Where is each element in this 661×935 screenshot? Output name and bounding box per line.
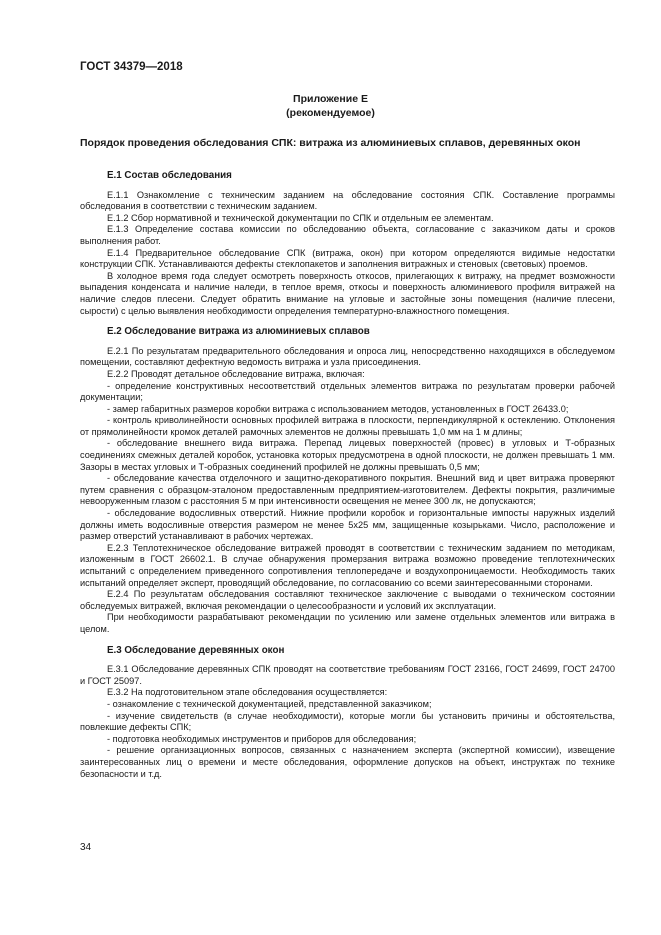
- document-body: [80, 170, 615, 780]
- list-item: - определение конструктивных несоответствий отдельных элементов витража по результатам проверки рабочей документации;: [80, 380, 615, 403]
- document-header: ГОСТ 34379—2018: [80, 61, 183, 73]
- paragraph: Е.2.2 Проводят детальное обследование витража, включая:: [107, 368, 365, 379]
- paragraph: Е.2.1 По результатам предварительного обследования и опроса лиц, непосредственно находящихся в обследуемом помещении, составляют дефектную ведомость витража и узла присоединения.: [80, 345, 615, 368]
- list-item: - изучение свидетельств (в случае необходимости), которые могли бы установить причины и обстоятельства, повлекшие дефекты СПК;: [80, 710, 615, 733]
- annex-status: (рекомендуемое): [286, 107, 375, 119]
- section-heading: Е.3 Обследование деревянных окон: [107, 644, 285, 656]
- list-item: - решение организационных вопросов, связанных с назначением эксперта (экспертной комиссии), извещение заинтересованных лиц о времени и месте обследования, оформление допусков на объект, инструктаж по технике безопасности и т.д.: [80, 745, 615, 779]
- section-e1: [80, 170, 615, 317]
- paragraph: Е.1.3 Определение состава комиссии по обследованию объекта, согласование с заказчиком даты и сроков выполнения работ.: [80, 224, 615, 246]
- list-item: - замер габаритных размеров коробки витража с использованием методов, установленных в ГОСТ 26433.0;: [107, 403, 569, 414]
- list-item: - обследование водосливных отверстий. Нижние профили коробок и горизонтальные импосты наружных изделий должны иметь водосливные отверстия размером не менее 5х25 мм, защищенные козырьками. Число, расположение и размер отверстий устанавливают в рабочих чертежах.: [80, 508, 615, 542]
- section-heading: Е.2 Обследование витража из алюминиевых сплавов: [107, 326, 370, 338]
- section-e2: [80, 326, 615, 635]
- section-heading: Е.1 Состав обследования: [107, 170, 232, 181]
- annex-heading: [0, 92, 661, 120]
- paragraph: Е.3.1 Обследование деревянных СПК проводят на соответствие требованиям ГОСТ 23166, ГОСТ 24699, ГОСТ 24700 и ГОСТ 25097.: [80, 664, 615, 686]
- paragraph: Е.1.4 Предварительное обследование СПК (витража, окон) при котором определяются видимые недостатки конструкции СПК. Устанавливаются дефекты стеклопакетов и заполнения витражных и стеновых (световых) проемов.: [80, 247, 615, 270]
- paragraph: В холодное время года следует осмотреть поверхность откосов, прилегающих к витражу, на предмет возможности выпадения конденсата и наличие наледи, в теплое время, откосы и поверхность алюминиевого профиля витражей на наличие следов плесени. Следует обратить внимание на угловые и застойные зоны помещения (наличие плесени, сырости) с целью выявления необходимости определения температурно-влажностного помещения.: [80, 270, 615, 316]
- list-item: - подготовка необходимых инструментов и приборов для обследования;: [107, 733, 417, 744]
- page-number: 34: [80, 842, 92, 853]
- annex-label: Приложение Е: [293, 93, 368, 105]
- section-e3: [80, 645, 615, 781]
- list-item: - контроль криволинейности основных профилей витража в плоскости, перпендикулярной к остеклению. Отклонения от прямолинейности кромок деталей рамочных элементов не должны превышать 1,0 мм на 1 м длины;: [80, 415, 615, 437]
- paragraph: Е.1.2 Сбор нормативной и технической документации по СПК и отдельным ее элементам.: [107, 212, 494, 223]
- paragraph: Е.2.4 По результатам обследования составляют техническое заключение с выводами о техническом состоянии обследуемых витражей, включая рекомендации о целесообразности и условий их эксплуатации.: [80, 589, 615, 611]
- paragraph: Е.2.3 Теплотехническое обследование витражей проводят в соответствии с техническим заданием по методикам, изложенным в ГОСТ 26602.1. В случае обнаружения промерзания витража возможно проведение теплотехнических испытаний с определением приведенного сопротивления теплопередаче и воздухопроницаемости. Необходимость таких испытаний определяет эксперт, проводящий обследование, по согласованию со всеми заинтересованными сторонами.: [80, 542, 615, 588]
- paragraph: Е.1.1 Ознакомление с техническим заданием на обследование состояния СПК. Составление программы обследования в соответствии с техническим заданием.: [80, 189, 615, 212]
- list-item: - обследование качества отделочного и защитно-декоративного покрытия. Внешний вид и цвет витража проверяют путем сравнения с образцом-эталоном предоставленным предприятием-изготовителем. Дефекты покрытия, различимые невооруженным глазом с расстояния 5 м при интенсивности освещения не менее 300 лк, не допускаются;: [80, 473, 615, 507]
- list-item: - ознакомление с технической документацией, представленной заказчиком;: [107, 698, 432, 709]
- paragraph: Е.3.2 На подготовительном этапе обследования осуществляется:: [107, 687, 388, 698]
- paragraph: При необходимости разрабатывают рекомендации по усилению или замене отдельных элементов или витража в целом.: [80, 612, 615, 634]
- list-item: - обследование внешнего вида витража. Перепад лицевых поверхностей (провес) в угловых и Т-образных соединениях смежных деталей коробок, установка которых предусмотрена в одной плоскости, не должен превышать 1 мм. Зазоры в местах угловых и Т-образных соединений профилей не должны превышать 0,5 мм;: [80, 438, 615, 472]
- annex-title: Порядок проведения обследования СПК: витража из алюминиевых сплавов, деревянных окон: [80, 137, 581, 149]
